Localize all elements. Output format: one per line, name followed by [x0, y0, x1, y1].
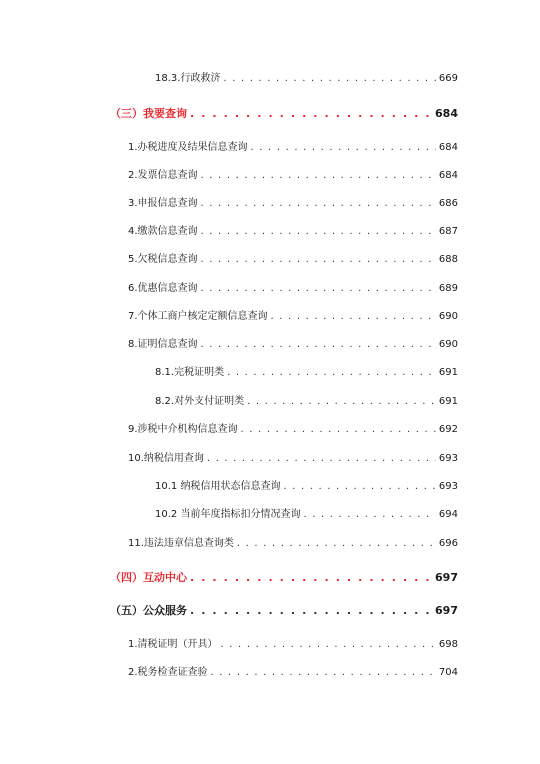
toc-entry-page: 687 — [438, 226, 458, 237]
toc-entry-page: 704 — [438, 667, 458, 678]
dot-leader — [221, 638, 436, 652]
dot-leader — [201, 338, 436, 352]
toc-entry-page: 689 — [438, 283, 458, 294]
toc-entry-page: 696 — [438, 538, 458, 549]
toc-section-label: （三）我要查询 — [110, 107, 187, 120]
dot-leader — [303, 508, 435, 522]
dot-leader — [201, 282, 436, 296]
toc-entry-1[interactable] — [128, 141, 458, 155]
dot-leader — [227, 366, 436, 380]
toc-entry-2[interactable] — [128, 169, 458, 183]
toc-entry-page: 693 — [438, 453, 458, 464]
toc-entry-label: 5.欠税信息查询 — [128, 254, 198, 265]
dot-leader — [251, 141, 436, 155]
toc-entry-10[interactable] — [128, 452, 458, 466]
toc-entry-page: 690 — [438, 339, 458, 350]
toc-entry-label: 2.发票信息查询 — [128, 170, 198, 181]
toc-section-label: （五）公众服务 — [110, 604, 187, 617]
dot-leader — [201, 253, 436, 267]
toc-entry-page: 684 — [435, 107, 458, 120]
toc-entry-label: 8.1.完税证明类 — [155, 367, 225, 378]
toc-entry-8[interactable] — [128, 338, 458, 352]
dot-leader — [207, 452, 436, 466]
dot-leader — [211, 666, 436, 680]
toc-entry-9[interactable] — [128, 423, 458, 437]
toc-entry-page: 688 — [438, 254, 458, 265]
toc-entry-label: 8.证明信息查询 — [128, 339, 198, 350]
toc-entry-3[interactable] — [128, 197, 458, 211]
toc-entry-page: 691 — [438, 367, 458, 378]
toc-entry-page: 697 — [435, 571, 458, 584]
toc-entry-label: 7.个体工商户核定定额信息查询 — [128, 311, 268, 322]
toc-section-gong-zhong-fu-wu[interactable] — [110, 604, 458, 618]
toc-entry-page: 693 — [438, 481, 458, 492]
dot-leader — [283, 480, 435, 494]
toc-entry-5[interactable] — [128, 253, 458, 267]
toc-entry-5-1[interactable] — [128, 638, 458, 652]
toc-entry-18-3[interactable] — [155, 72, 458, 86]
toc-entry-6[interactable] — [128, 282, 458, 296]
toc-entry-label: 2.税务检查证查验 — [128, 667, 208, 678]
dot-leader — [271, 310, 436, 324]
toc-entry-4[interactable] — [128, 225, 458, 239]
dot-leader — [201, 225, 436, 239]
dot-leader — [190, 604, 432, 618]
toc-entry-label: 8.2.对外支付证明类 — [155, 396, 245, 407]
toc-section-hu-dong-zhong-xin[interactable] — [110, 571, 458, 585]
toc-entry-page: 684 — [438, 142, 458, 153]
toc-entry-label: 9.涉税中介机构信息查询 — [128, 424, 238, 435]
toc-entry-label: 1.办税进度及结果信息查询 — [128, 142, 248, 153]
toc-entry-page: 692 — [438, 424, 458, 435]
toc-section-wo-yao-cha-xun[interactable] — [110, 107, 458, 121]
toc-entry-8-2[interactable] — [155, 395, 458, 409]
toc-entry-label: 3.申报信息查询 — [128, 198, 198, 209]
dot-leader — [190, 107, 432, 121]
toc-entry-11[interactable] — [128, 537, 458, 551]
toc-entry-label: 18.3.行政救济 — [155, 73, 221, 84]
dot-leader — [190, 571, 432, 585]
toc-entry-label: 4.缴款信息查询 — [128, 226, 198, 237]
toc-entry-7[interactable] — [128, 310, 458, 324]
toc-entry-page: 684 — [438, 170, 458, 181]
toc-entry-5-2[interactable] — [128, 666, 458, 680]
toc-entry-label: 6.优惠信息查询 — [128, 283, 198, 294]
toc-entry-page: 690 — [438, 311, 458, 322]
dot-leader — [223, 72, 435, 86]
toc-entry-label: 10.纳税信用查询 — [128, 453, 204, 464]
toc-entry-page: 698 — [438, 639, 458, 650]
toc-entry-page: 691 — [438, 396, 458, 407]
toc-section-label: （四）互动中心 — [110, 571, 187, 584]
toc-entry-page: 697 — [435, 604, 458, 617]
toc-entry-label: 11.违法违章信息查询类 — [128, 538, 234, 549]
dot-leader — [201, 169, 436, 183]
toc-entry-page: 694 — [438, 509, 458, 520]
dot-leader — [247, 395, 436, 409]
toc-entry-label: 10.2 当前年度指标扣分情况查询 — [155, 509, 301, 520]
toc-entry-page: 669 — [438, 73, 458, 84]
toc-entry-10-1[interactable] — [155, 480, 458, 494]
toc-entry-page: 686 — [438, 198, 458, 209]
toc-entry-8-1[interactable] — [155, 366, 458, 380]
dot-leader — [241, 423, 436, 437]
toc-entry-10-2[interactable] — [155, 508, 458, 522]
dot-leader — [237, 537, 436, 551]
dot-leader — [201, 197, 436, 211]
toc-entry-label: 10.1 纳税信用状态信息查询 — [155, 481, 281, 492]
toc-entry-label: 1.清税证明（开具） — [128, 639, 218, 650]
